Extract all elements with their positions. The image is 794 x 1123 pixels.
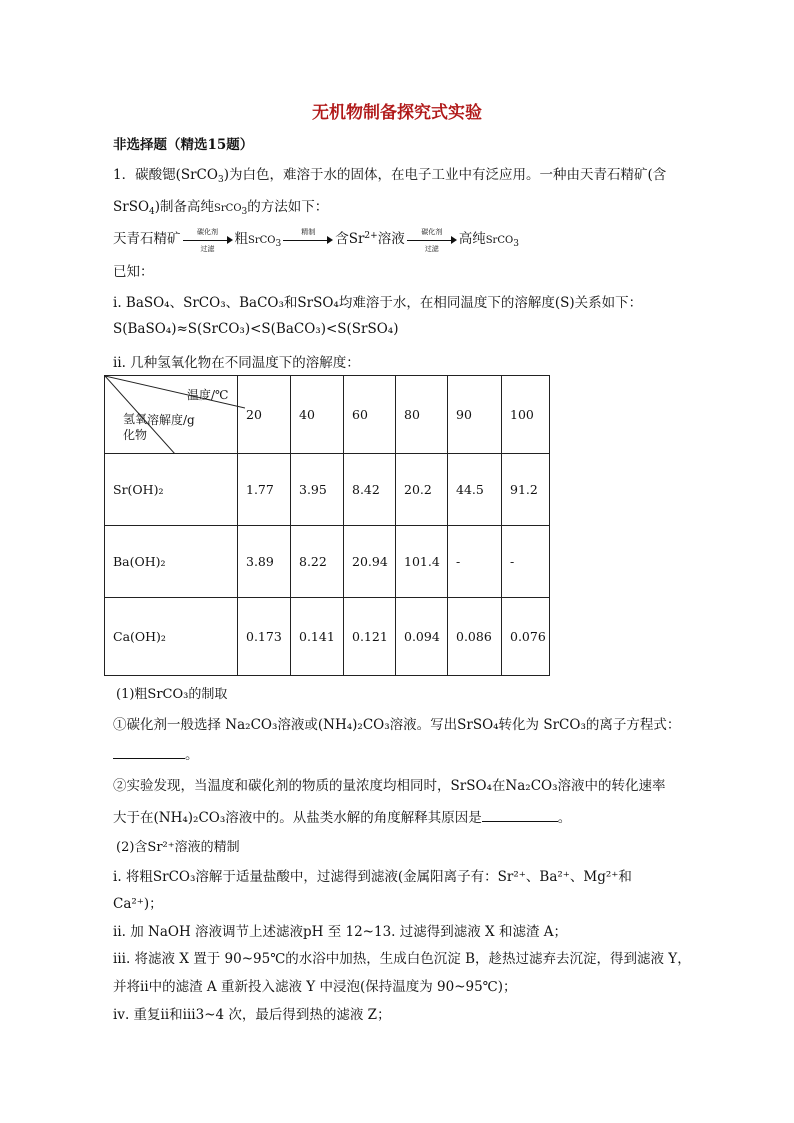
known-heading: 已知：: [113, 264, 154, 280]
section-subtitle: 非选择题（精选15题）: [113, 137, 254, 153]
q1-line2: SrSO$_4$)制备高纯SrCO$_3$的方法如下：: [113, 199, 329, 217]
temp-cell: 100: [502, 376, 550, 454]
answer-blank[interactable]: [482, 809, 558, 822]
solubility-table: [104, 375, 550, 676]
part2-heading: (2)含Sr²⁺溶液的精制: [116, 840, 240, 855]
flow-arrow-3: 碳化剂 过滤: [407, 233, 457, 247]
compound-cell: Ca(OH)₂: [105, 598, 238, 676]
part2-step-i-2: Ca²⁺)；: [113, 896, 163, 912]
flow-arrow-2: 精制: [283, 233, 333, 247]
temp-cell: 60: [344, 376, 396, 454]
part2-step-ii: ⅱ. 加 NaOH 溶液调节上述滤液pH 至 12~13. 过滤得到滤液 X 和滤渣 A；: [113, 924, 567, 940]
compound-cell: Sr(OH)₂: [105, 454, 238, 526]
part1-q-b-2: 大于在(NH₄)₂CO₃溶液中的。从盐类水解的角度解释其原因是 。: [113, 810, 572, 826]
part2-step-iii-2: 并将ⅱ中的滤渣 A 重新投入滤液 Y 中浸泡(保持温度为 90~95℃)；: [113, 979, 517, 995]
compound-cell: Ba(OH)₂: [105, 526, 238, 598]
table-header-row: [105, 376, 550, 454]
known-i: ⅰ. BaSO₄、SrCO₃、BaCO₃和SrSO₄均难溶于水，在相同温度下的溶解度(S)关系如下：: [113, 295, 643, 311]
known-ii: ⅱ. 几种氢氧化物在不同温度下的溶解度：: [113, 355, 360, 371]
q1-line1: 1．碳酸锶(SrCO$_3$)为白色，难溶于水的固体，在电子工业中有泛应用。一种由天青石精矿(含: [113, 167, 667, 185]
flow-start: 天青石精矿: [113, 231, 181, 247]
part1-q-b: ②实验发现，当温度和碳化剂的物质的量浓度均相同时，SrSO₄在Na₂CO₃溶液中的转化速率: [113, 778, 666, 794]
part2-step-iii: ⅲ. 将滤液 X 置于 90~95℃的水浴中加热，生成白色沉淀 B，趁热过滤弃去沉淀，得到滤液 Y，: [113, 951, 691, 967]
table-row: Ca(OH)₂ 0.173 0.141 0.121 0.094 0.086 0.076: [105, 598, 550, 676]
part2-step-i: ⅰ. 将粗SrCO₃溶解于适量盐酸中，过滤得到滤液(金属阳离子有：Sr²⁺、Ba²⁺、Mg²⁺和: [113, 869, 632, 885]
part1-answer-a: 。: [113, 743, 199, 763]
flow-arrow-1: 碳化剂 过滤: [183, 233, 233, 247]
process-flow: 天青石精矿 碳化剂 过滤 粗SrCO$_3$ 精制 含$Sr^{2+}$溶液 碳化剂 过滤 高纯SrCO$_3$: [113, 227, 519, 253]
temp-cell: 90: [448, 376, 502, 454]
part1-heading: (1)粗SrCO₃的制取: [116, 687, 228, 702]
known-i-equation: S(BaSO₄)≈S(SrCO₃)<S(BaCO₃)<S(SrSO₄): [113, 321, 399, 337]
table-row: Ba(OH)₂ 3.89 8.22 20.94 101.4 - -: [105, 526, 550, 598]
temp-cell: 80: [396, 376, 448, 454]
part2-step-iv: ⅳ. 重复ⅱ和ⅲ3~4 次，最后得到热的滤液 Z；: [113, 1007, 391, 1023]
answer-blank[interactable]: [113, 746, 185, 759]
temp-cell: 40: [291, 376, 344, 454]
page-title: 无机物制备探究式实验: [312, 103, 482, 123]
diagonal-header-cell: 温度/℃ 溶解度/g 氢氧 化物: [105, 376, 238, 454]
temp-cell: 20: [238, 376, 291, 454]
table-row: Sr(OH)₂ 1.77 3.95 8.42 20.2 44.5 91.2: [105, 454, 550, 526]
part1-q-a: ①碳化剂一般选择 Na₂CO₃溶液或(NH₄)₂CO₃溶液。写出SrSO₄转化为 SrCO₃的离子方程式：: [113, 717, 681, 733]
